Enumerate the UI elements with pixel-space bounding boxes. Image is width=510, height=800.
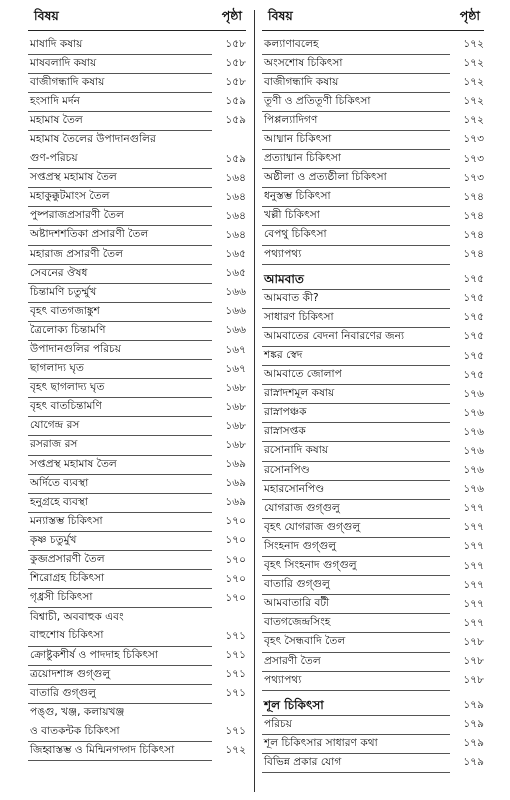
- toc-entry: [28, 627, 246, 646]
- toc-entry: [262, 111, 484, 130]
- toc-entry-title: আমবাতের বেদনা নিবারণের জন্য: [262, 327, 450, 347]
- toc-entry-page: ১৬৬: [225, 305, 246, 318]
- toc-entry-page: ১৭০: [225, 553, 246, 566]
- topic-header: বিষয়: [34, 8, 59, 23]
- toc-entry-title: বাতগজেন্দ্রসিংহ: [262, 613, 450, 633]
- toc-entry: [28, 741, 246, 760]
- toc-entry-page: ১৭১: [225, 687, 246, 700]
- toc-entry: [262, 480, 484, 499]
- toc-entry: [28, 264, 246, 283]
- toc-left-list: [28, 35, 246, 761]
- toc-entry-page: ১৬৮: [225, 419, 246, 432]
- toc-entry-title: ধনুস্তম্ভ চিকিৎসা: [262, 187, 450, 207]
- toc-entry: [262, 671, 484, 690]
- toc-entry: [28, 493, 246, 512]
- toc-entry-page: ১৬৯: [225, 496, 246, 509]
- toc-entry: [28, 207, 246, 226]
- toc-entry: [262, 150, 484, 169]
- toc-entry-title: গৃধ্রসী চিকিৎসা: [28, 588, 212, 608]
- toc-entry-page: ১৭৫: [463, 292, 484, 305]
- toc-entry-title: যোগরাজ গুগ্গুলু: [262, 499, 450, 519]
- toc-entry-title: মহারসোনপিণ্ড: [262, 480, 450, 500]
- toc-entry-title: জিহ্বাস্তম্ভ ও মিন্মিনগদ্গদ চিকিৎসা: [28, 741, 212, 761]
- toc-entry: [28, 551, 246, 570]
- toc-entry-title: বাজীগন্ধাদি কষায়: [28, 73, 212, 93]
- toc-entry-page: ১৬৪: [225, 228, 246, 241]
- toc-entry: [262, 499, 484, 518]
- toc-entry-page: ১৭২: [463, 114, 484, 127]
- toc-entry: [28, 398, 246, 417]
- toc-entry-title: হনুগ্রহে ব্যবস্থা: [28, 493, 212, 513]
- topic-header: বিষয়: [268, 8, 293, 23]
- toc-entry: [28, 608, 246, 627]
- toc-entry: [262, 73, 484, 92]
- toc-left-column: [28, 8, 246, 761]
- toc-entry-page: ১৭৯: [463, 737, 484, 750]
- toc-entry: [262, 442, 484, 461]
- toc-entry-title: চিন্তামণি চতুর্ম্মুখ: [28, 283, 212, 303]
- toc-entry: [28, 111, 246, 130]
- toc-entry-page: ১৭৬: [463, 444, 484, 457]
- toc-entry: [262, 245, 484, 264]
- toc-entry: [262, 595, 484, 614]
- toc-entry-page: ১৭৫: [463, 273, 484, 286]
- toc-entry-title: বাতারি গুগ্গুলু: [262, 575, 450, 595]
- toc-right-header: [262, 8, 484, 28]
- column-divider: [254, 10, 255, 792]
- toc-entry-title: রসোনাদি কষায়: [262, 441, 450, 461]
- toc-entry: [28, 150, 246, 169]
- toc-entry-page: ১৬৫: [225, 267, 246, 280]
- toc-entry: [262, 130, 484, 149]
- toc-entry: [28, 379, 246, 398]
- toc-entry-page: ১৭৫: [463, 368, 484, 381]
- toc-entry: [28, 35, 246, 54]
- toc-entry: [262, 226, 484, 245]
- toc-entry: [28, 302, 246, 321]
- toc-entry-title: বৃহৎ সৈন্ধবাদি তৈল: [262, 632, 450, 652]
- toc-entry: [262, 35, 484, 54]
- toc-entry-page: ১৭৬: [463, 425, 484, 438]
- toc-entry-title: ও বাতকন্টক চিকিৎসা: [28, 722, 212, 742]
- toc-entry: [262, 92, 484, 111]
- toc-entry: [28, 703, 246, 722]
- toc-entry-title: রাস্নাদশমূল কষায়: [262, 384, 450, 404]
- toc-entry: [28, 684, 246, 703]
- toc-entry-page: ১৭৯: [463, 699, 484, 712]
- toc-entry-title: বৃহৎ সিংহনাদ গুগ্গুলু: [262, 556, 450, 576]
- toc-entry-page: ১৭২: [463, 57, 484, 70]
- toc-entry: [28, 245, 246, 264]
- toc-entry-page: ১৭০: [225, 591, 246, 604]
- toc-entry-page: ১৭৩: [463, 171, 484, 184]
- toc-entry-page: ১৭৯: [463, 718, 484, 731]
- toc-entry-page: ১৭৮: [463, 635, 484, 648]
- toc-entry: [28, 531, 246, 550]
- toc-entry-title: মাষাদি কষায়: [28, 35, 212, 55]
- toc-entry-page: ১৭২: [463, 38, 484, 50]
- toc-entry-title: পরিচয়: [262, 715, 450, 735]
- toc-right-list: [262, 35, 484, 773]
- toc-entry-page: ১৬৯: [225, 458, 246, 471]
- toc-entry: [28, 589, 246, 608]
- toc-entry: [262, 461, 484, 480]
- toc-entry: [262, 385, 484, 404]
- toc-entry-title: খল্লী চিকিৎসা: [262, 206, 450, 226]
- toc-entry: [28, 226, 246, 245]
- toc-entry-title: অষ্টাদশশতিকা প্রসারণী তৈল: [28, 225, 212, 245]
- toc-entry-title: সাধারণ চিকিৎসা: [262, 308, 450, 328]
- toc-entry-page: ১৫৮: [225, 76, 246, 89]
- toc-entry-page: ১৬৯: [225, 477, 246, 490]
- toc-entry-page: ১৬৪: [225, 171, 246, 184]
- toc-entry: [262, 652, 484, 671]
- toc-entry: [262, 327, 484, 346]
- toc-entry: [28, 570, 246, 589]
- toc-entry: [28, 665, 246, 684]
- toc-entry-title: পথ্যাপথ্য: [262, 671, 450, 691]
- toc-entry-page: ১৬৬: [225, 324, 246, 337]
- toc-entry-title: বৃহৎ বাতগজাঙ্কুশ: [28, 302, 212, 322]
- toc-entry-page: ১৬৪: [225, 209, 246, 222]
- toc-entry-title: ক্রোষ্টুকশীর্ষ ও পাদদাহ চিকিৎসা: [28, 646, 212, 666]
- toc-entry-page: ১৭৪: [463, 190, 484, 203]
- header-rule: [28, 30, 246, 31]
- toc-entry: [262, 404, 484, 423]
- toc-entry-title: আমবাত: [262, 270, 450, 290]
- toc-right-column: [262, 8, 484, 773]
- toc-entry-title: রাস্নাপঞ্চক: [262, 403, 450, 423]
- toc-entry-title: যোগেন্দ্র রস: [28, 416, 212, 436]
- toc-entry-page: ১৭০: [225, 572, 246, 585]
- toc-entry-page: ১৭৩: [463, 133, 484, 146]
- toc-entry-title: প্রত্যাধ্মান চিকিৎসা: [262, 149, 450, 169]
- toc-entry-page: ১৭৮: [463, 655, 484, 667]
- toc-entry-page: ১৭৪: [463, 209, 484, 222]
- toc-entry-page: ১৬৫: [225, 248, 246, 261]
- toc-entry: [262, 633, 484, 652]
- toc-entry-title: শিরোগ্রহ চিকিৎসা: [28, 569, 212, 589]
- toc-entry-title: পঙ্গু, খঞ্জ, কলায়খঞ্জ: [30, 706, 125, 719]
- toc-entry-title: রসরাজ রস: [28, 435, 212, 455]
- toc-entry-page: ১৭১: [225, 668, 246, 681]
- toc-entry-title: শূল চিকিৎসা: [262, 696, 450, 716]
- toc-entry-page: ১৬৮: [225, 381, 246, 394]
- toc-section-heading: [262, 696, 484, 715]
- toc-entry-page: ১৭০: [225, 534, 246, 547]
- toc-entry: [28, 360, 246, 379]
- toc-entry-page: ১৭৫: [463, 311, 484, 324]
- toc-entry-page: ১৫৮: [225, 57, 246, 70]
- toc-entry-page: ১৭৯: [463, 756, 484, 769]
- toc-entry-title: অর্দিতে ব্যবস্থা: [28, 474, 212, 494]
- toc-entry-page: ১৭৭: [463, 521, 484, 534]
- toc-entry-page: ১৫৮: [225, 38, 246, 50]
- toc-entry-title: বৃহৎ ছাগলাদ্য ঘৃত: [28, 378, 212, 398]
- toc-entry: [28, 512, 246, 531]
- toc-entry: [262, 289, 484, 308]
- toc-left-header: [28, 8, 246, 28]
- toc-entry-page: ১৭৭: [463, 616, 484, 629]
- toc-entry-page: ১৭২: [463, 95, 484, 108]
- toc-entry-title: বাতারি গুগ্গুলু: [28, 684, 212, 704]
- toc-entry-title: প্রসারণী তৈল: [262, 652, 450, 672]
- toc-entry-page: ১৬৮: [225, 400, 246, 413]
- toc-entry-page: ১৭৪: [463, 228, 484, 241]
- toc-entry-page: ১৭৫: [463, 349, 484, 362]
- toc-entry: [262, 734, 484, 753]
- toc-entry-title: শঙ্কর স্বেদ: [262, 346, 450, 366]
- toc-entry-title: তূণী ও প্রতিতূণী চিকিৎসা: [262, 92, 450, 112]
- toc-entry-title: সিংহনাদ গুগ্গুলু: [262, 537, 450, 557]
- toc-entry: [262, 347, 484, 366]
- page-header: পৃষ্ঠা: [459, 8, 480, 23]
- toc-entry-title: মাষবলাদি কষায়: [28, 54, 212, 74]
- toc-entry-page: ১৭২: [463, 76, 484, 89]
- toc-entry-title: বেপথু চিকিৎসা: [262, 225, 450, 245]
- toc-entry-page: ১৭০: [225, 515, 246, 528]
- toc-entry-page: ১৭৬: [463, 406, 484, 419]
- toc-entry: [262, 169, 484, 188]
- toc-entry: [262, 537, 484, 556]
- toc-entry: [262, 188, 484, 207]
- toc-entry-title: কৃষ্ণ চতুর্মুখ: [28, 531, 212, 551]
- toc-entry-page: ১৫৯: [225, 95, 246, 108]
- toc-entry-title: পুষ্পরাজপ্রসারণী তৈল: [28, 206, 212, 226]
- toc-entry: [262, 518, 484, 537]
- toc-entry-title: বাজীগন্ধাদি কষায়: [262, 73, 450, 93]
- toc-entry-page: ১৭৪: [463, 248, 484, 261]
- toc-entry-title: আধ্মান চিকিৎসা: [262, 130, 450, 150]
- toc-entry-title: বাহুশোষ চিকিৎসা: [28, 626, 212, 646]
- toc-entry-title: শূল চিকিৎসার সাধারণ কথা: [262, 734, 450, 754]
- toc-entry-title: পথ্যাপথ্য: [262, 245, 450, 265]
- toc-entry: [28, 283, 246, 302]
- toc-entry: [28, 417, 246, 436]
- toc-entry: [28, 92, 246, 111]
- toc-entry-page: ১৬৭: [225, 362, 246, 375]
- toc-entry: [262, 207, 484, 226]
- toc-entry-page: ১৬৬: [225, 286, 246, 299]
- toc-entry-title: কুব্জপ্রসারণী তৈল: [28, 550, 212, 570]
- toc-entry-title: আমবাতারি বটী: [262, 594, 450, 614]
- toc-section-heading: [262, 270, 484, 289]
- toc-entry-title: রাস্নাসপ্তক: [262, 422, 450, 442]
- toc-entry-page: ১৭৮: [463, 674, 484, 687]
- toc-entry-page: ১৭১: [225, 725, 246, 738]
- toc-entry-title: সপ্তপ্রস্থ মহামাষ তৈল: [28, 168, 212, 188]
- toc-entry-page: ১৬৮: [225, 438, 246, 451]
- toc-entry-title: মহামাষ তৈলের উপাদানগুলির: [30, 133, 156, 146]
- toc-entry-title: হংসাদি মর্দন: [28, 92, 212, 112]
- toc-entry-page: ১৭৬: [463, 483, 484, 496]
- toc-entry-page: ১৭৬: [463, 464, 484, 477]
- toc-entry-title: মহারাজ প্রসারণী তৈল: [28, 245, 212, 265]
- toc-entry-page: ১৭৭: [463, 502, 484, 515]
- toc-entry-page: ১৭৭: [463, 597, 484, 610]
- header-rule: [262, 30, 484, 31]
- toc-entry-title: ত্রয়োদশাঙ্গ গুগ্গুলু: [28, 665, 212, 685]
- toc-entry-title: উপাদানগুলির পরিচয়: [28, 340, 212, 360]
- toc-entry-title: ত্রৈলোক্য চিন্তামণি: [28, 321, 212, 341]
- toc-entry: [28, 130, 246, 149]
- toc-entry-title: আমবাত কী?: [262, 289, 450, 309]
- toc-entry: [262, 557, 484, 576]
- toc-entry: [28, 169, 246, 188]
- toc-entry: [262, 614, 484, 633]
- toc-entry-page: ১৬৭: [225, 343, 246, 356]
- toc-entry: [262, 54, 484, 73]
- toc-entry: [28, 321, 246, 340]
- toc-entry: [28, 474, 246, 493]
- toc-entry-title: পিপ্পল্যাদিগণ: [262, 111, 450, 131]
- toc-entry-page: ১৭৩: [463, 152, 484, 165]
- toc-entry: [28, 455, 246, 474]
- toc-entry-title: মহামাষ তৈল: [28, 111, 212, 131]
- toc-entry: [28, 341, 246, 360]
- toc-entry-title: সেবনের ঔষধ: [28, 264, 212, 284]
- toc-entry: [262, 423, 484, 442]
- toc-entry-page: ১৭৬: [463, 387, 484, 400]
- toc-entry: [262, 576, 484, 595]
- toc-entry-page: ১৭২: [225, 744, 246, 757]
- toc-entry: [262, 715, 484, 734]
- toc-entry-title: বিভিন্ন প্রকার যোগ: [262, 753, 450, 773]
- toc-entry-title: ছাগলাদ্য ঘৃত: [28, 359, 212, 379]
- toc-entry-title: মহাকুক্কুটমাংস তৈল: [28, 187, 212, 207]
- toc-entry-title: বৃহৎ বাতচিন্তামণি: [28, 397, 212, 417]
- toc-entry-title: বিশ্বাচী, অববাহুক এবং: [30, 610, 124, 623]
- toc-entry: [262, 753, 484, 772]
- toc-entry-page: ১৭৫: [463, 330, 484, 343]
- toc-entry-title: কল্যাণাবলেহ: [262, 35, 450, 55]
- toc-entry-title: অষ্ঠীলা ও প্রত্যষ্ঠীলা চিকিৎসা: [262, 168, 450, 188]
- toc-entry-page: ১৫৯: [225, 152, 246, 165]
- toc-entry-title: মন্যাস্তম্ভ চিকিৎসা: [28, 512, 212, 532]
- toc-entry-page: ১৬৪: [225, 190, 246, 203]
- toc-entry: [28, 73, 246, 92]
- toc-entry: [28, 646, 246, 665]
- toc-entry-title: রসোনপিণ্ড: [262, 461, 450, 481]
- toc-entry-title: সপ্তপ্রস্থ মহামাষ তৈল: [28, 455, 212, 475]
- toc-entry-title: আমবাতে জোলাপ: [262, 365, 450, 385]
- page-header: পৃষ্ঠা: [221, 8, 242, 23]
- toc-entry-page: ১৭৭: [463, 559, 484, 572]
- toc-entry: [28, 188, 246, 207]
- toc-entry-page: ১৭৭: [463, 540, 484, 553]
- toc-entry-page: ১৭১: [225, 629, 246, 642]
- toc-entry-title: অংসশোষ চিকিৎসা: [262, 54, 450, 74]
- toc-entry-page: ১৭৭: [463, 578, 484, 591]
- toc-entry-page: ১৭১: [225, 649, 246, 661]
- toc-entry: [28, 722, 246, 741]
- toc-entry: [28, 54, 246, 73]
- toc-entry-title: গুণ-পরিচয়: [28, 149, 212, 169]
- toc-entry-title: বৃহৎ যোগরাজ গুগ্গুলু: [262, 518, 450, 538]
- toc-entry: [28, 436, 246, 455]
- toc-entry: [262, 308, 484, 327]
- toc-entry-page: ১৫৯: [225, 114, 246, 127]
- toc-entry: [262, 366, 484, 385]
